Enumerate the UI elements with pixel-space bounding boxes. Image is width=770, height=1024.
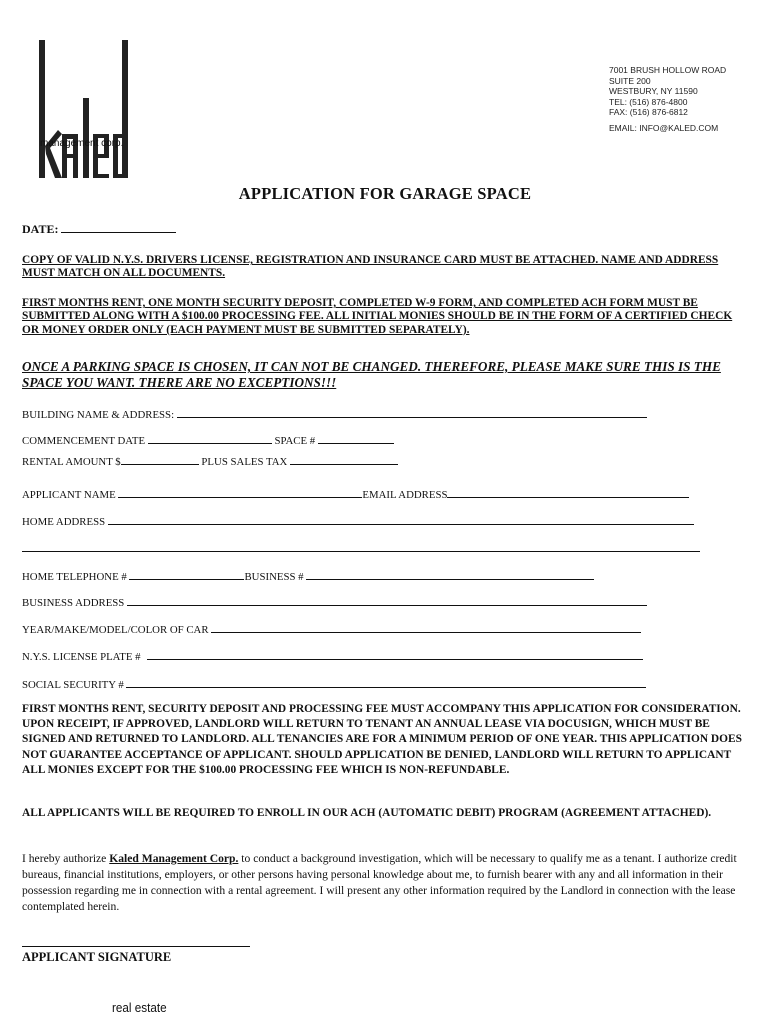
date-label: DATE: — [22, 222, 59, 236]
space-input-line[interactable] — [318, 434, 394, 444]
kaled-logo — [38, 38, 134, 188]
notice-warning: ONCE A PARKING SPACE IS CHOSEN, IT CAN NOT BE CHANGED. THEREFORE, PLEASE MAKE SURE THIS IS THE SPACE YOU WANT. THERE ARE NO EXCEPTIONS!!! — [22, 359, 721, 390]
auth-prefix: I hereby authorize — [22, 852, 110, 865]
address-fax: FAX: (516) 876-6812 — [609, 107, 688, 118]
building-input-line[interactable] — [177, 408, 647, 418]
phone-field — [22, 570, 594, 583]
ssn-input-line[interactable] — [126, 678, 646, 688]
plate-input-line[interactable] — [147, 650, 643, 660]
terms-paragraph: FIRST MONTHS RENT, SECURITY DEPOSIT AND PROCESSING FEE MUST ACCOMPANY THIS APPLICATION FOR CONSIDERATION. UPON RECEIPT, IF APPROVED, LANDLORD WILL RETURN TO TENANT AN ANNUAL LEASE VIA DOCUSIGN, WHICH MUST BE SIGNED AND RETURNED TO LANDLORD. ALL TENANCIES ARE FOR A MINIMUM PERIOD OF ONE YEAR. THIS APPLICATION DOES NOT GUARANTEE ACCEPTANCE OF APPLICANT. SHOULD APPLICATION BE DENIED, LANDLORD WILL RETURN TO APPLICANT ALL MONIES EXCEPT FOR THE $100.00 PROCESSING FEE WHICH IS NON-REFUNDABLE. — [22, 703, 742, 776]
address-email: EMAIL: INFO@KALED.COM — [609, 122, 719, 133]
home-phone-input-line[interactable] — [129, 570, 244, 580]
commencement-field — [22, 434, 394, 447]
business-address-input-line[interactable] — [127, 596, 647, 606]
rental-input-line[interactable] — [121, 455, 199, 465]
logo-tagline: management corp. — [40, 138, 124, 149]
applicant-label: APPLICANT NAME — [22, 489, 116, 501]
email-label: EMAIL ADDRESS — [362, 489, 448, 501]
home-address-label: HOME ADDRESS — [22, 516, 106, 528]
plate-label: N.Y.S. LICENSE PLATE # — [22, 651, 141, 663]
home-address-line-2[interactable] — [22, 551, 700, 552]
notice-payments: FIRST MONTHS RENT, ONE MONTH SECURITY DEPOSIT, COMPLETED W-9 FORM, AND COMPLETED ACH FORM MUST BE SUBMITTED ALONG WITH A $100.00 PROCESSING FEE. ALL INITIAL MONIES SHOULD BE IN THE FORM OF A CERTIFIED CHECK OR MONEY ORDER ONLY (EACH PAYMENT MUST BE SUBMITTED SEPARATELY). — [22, 297, 733, 336]
date-input-line[interactable] — [61, 223, 176, 233]
building-label: BUILDING NAME & ADDRESS: — [22, 409, 175, 421]
business-phone-label: BUSINESS # — [244, 571, 304, 583]
space-label: SPACE # — [274, 435, 316, 447]
ssn-label: SOCIAL SECURITY # — [22, 679, 124, 691]
email-input-line[interactable] — [447, 488, 689, 498]
business-address-label: BUSINESS ADDRESS — [22, 597, 125, 609]
commencement-input-line[interactable] — [148, 434, 272, 444]
date-field — [22, 222, 176, 237]
car-input-line[interactable] — [211, 623, 641, 633]
signature-line[interactable] — [22, 946, 250, 947]
address-suite: SUITE 200 — [609, 75, 651, 86]
notice-documents: COPY OF VALID N.Y.S. DRIVERS LICENSE, REGISTRATION AND INSURANCE CARD MUST BE ATTACHED. NAME AND ADDRESS MUST MATCH ON ALL DOCUMENTS. — [22, 254, 719, 280]
car-label: YEAR/MAKE/MODEL/COLOR OF CAR — [22, 624, 209, 636]
signature-label: APPLICANT SIGNATURE — [22, 950, 172, 964]
commencement-label: COMMENCEMENT DATE — [22, 435, 146, 447]
sales-tax-label: PLUS SALES TAX — [201, 456, 288, 468]
rental-label: RENTAL AMOUNT $ — [22, 456, 121, 468]
rental-field — [22, 455, 398, 468]
home-phone-label: HOME TELEPHONE # — [22, 571, 127, 583]
plate-field — [22, 650, 643, 663]
sales-tax-input-line[interactable] — [290, 455, 398, 465]
business-phone-input-line[interactable] — [306, 570, 594, 580]
auth-company: Kaled Management Corp. — [109, 852, 239, 865]
applicant-input-line[interactable] — [118, 488, 362, 498]
footer-real-estate: real estate — [112, 1000, 167, 1015]
address-tel: TEL: (516) 876-4800 — [609, 96, 688, 107]
company-address — [609, 65, 726, 134]
applicant-field — [22, 488, 689, 501]
home-address-field — [22, 515, 694, 528]
page-title: APPLICATION FOR GARAGE SPACE — [238, 184, 532, 203]
business-address-field — [22, 596, 647, 609]
address-street: 7001 BRUSH HOLLOW ROAD — [609, 65, 727, 75]
ssn-field — [22, 678, 646, 691]
building-field — [22, 408, 647, 421]
auth-body: to conduct a background investigation, which will be necessary to qualify me as a tenant. I authorize credit bureaus, financial institutions, employers, or other persons having personal knowledge about me, to furnish bearer with any and all information in their possession regarding me in connection with a rental agreement. I will present any other information required by the Landlord in connection with the lease contemplated herein. — [22, 852, 737, 913]
authorization-paragraph — [22, 851, 746, 915]
car-field — [22, 623, 641, 636]
home-address-input-line[interactable] — [108, 515, 694, 525]
address-city: WESTBURY, NY 11590 — [609, 86, 698, 97]
ach-paragraph: ALL APPLICANTS WILL BE REQUIRED TO ENROLL IN OUR ACH (AUTOMATIC DEBIT) PROGRAM (AGREEMENT ATTACHED). — [22, 807, 712, 819]
